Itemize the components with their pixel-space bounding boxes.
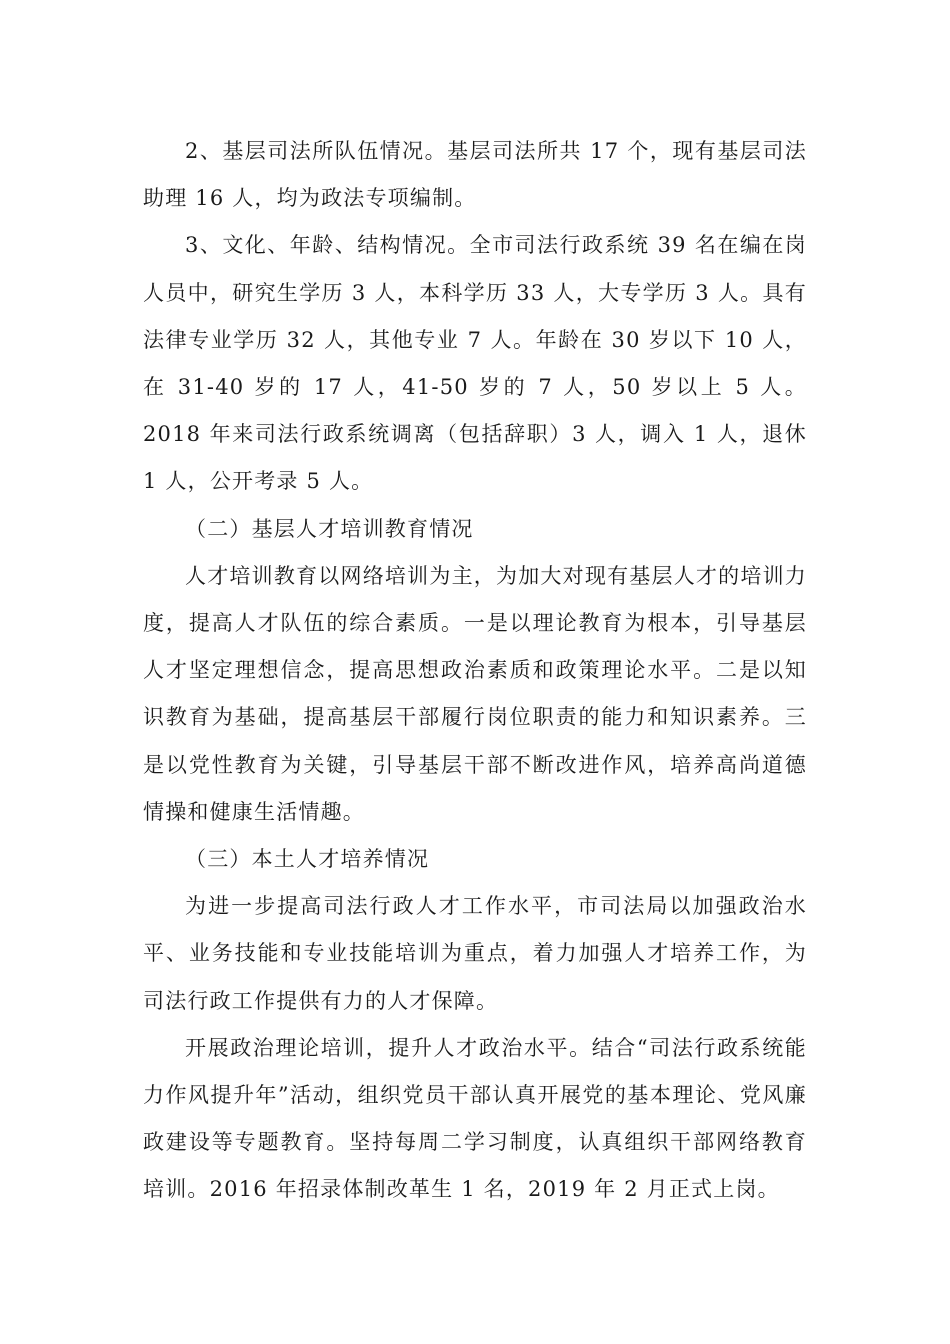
section-heading-local-talent: （三）本土人才培养情况 [185, 847, 430, 872]
paragraph-training-education: 人才培训教育以网络培训为主，为加大对现有基层人才的培训力度，提高人才队伍的综合素质。一是以理论教育为根本，引导基层人才坚定理想信念，提高思想政治素质和政策理论水平。二是以知识教育为基础，提高基层干部履行岗位职责的能力和知识素养。三是以党性教育为关键，引导基层干部不断改进作风，培养高尚道德情操和健康生活情趣。 [143, 563, 807, 824]
paragraph-grassroots-justice-office: 2、基层司法所队伍情况。基层司法所共 17 个，现有基层司法助理 16 人，均为政法专项编制。 [143, 139, 807, 211]
section-heading-training: （二）基层人才培训教育情况 [185, 516, 474, 541]
paragraph-political-training: 开展政治理论培训，提升人才政治水平。结合“司法行政系统能力作风提升年”活动，组织党员干部认真开展党的基本理论、党风廉政建设等专题教育。坚持每周二学习制度，认真组织干部网络教育培训。2016 年招录体制改革生 1 名，2019 年 2 月正式上岗。 [143, 1035, 807, 1202]
paragraph-education-age-structure: 3、文化、年龄、结构情况。全市司法行政系统 39 名在编在岗人员中，研究生学历 3 人，本科学历 33 人，大专学历 3 人。具有法律专业学历 32 人，其他专业 7 人。年龄在 30 岁以下 10 人，在 31-40 岁的 17 人，41-50 岁的 7 人，50 岁以上 5 人。2018 年来司法行政系统调离（包括辞职）3 人，调入 1 人，退休 1 人，公开考录 5 人。 [143, 233, 807, 494]
paragraph-local-talent: 为进一步提高司法行政人才工作水平，市司法局以加强政治水平、业务技能和专业技能培训为重点，着力加强人才培养工作，为司法行政工作提供有力的人才保障。 [143, 894, 807, 1013]
document-body [143, 128, 807, 1214]
